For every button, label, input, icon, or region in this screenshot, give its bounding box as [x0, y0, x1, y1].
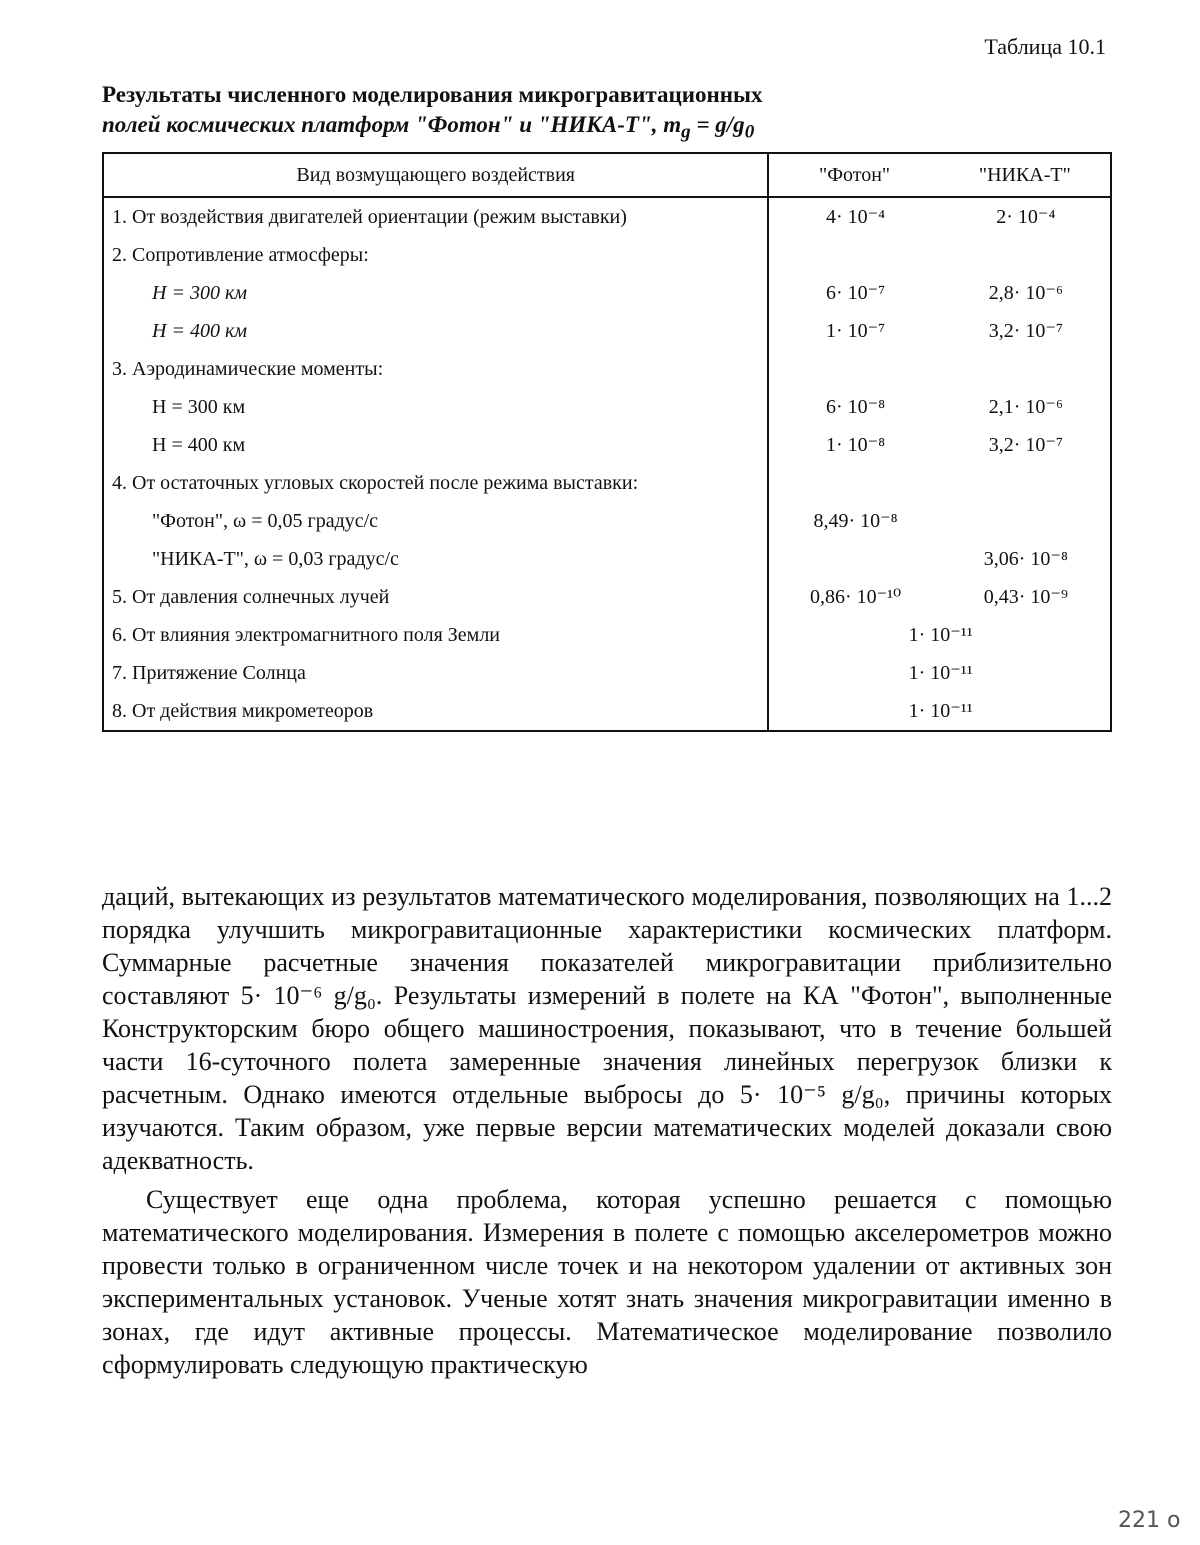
table-row	[103, 502, 1111, 540]
table-row	[103, 616, 1111, 654]
row-label: "НИКА-Т", ω = 0,03 градус/с	[103, 540, 768, 578]
foton-value	[768, 236, 939, 274]
foton-value: 4· 10⁻⁴	[825, 206, 886, 228]
row-label: H = 300 км	[103, 274, 768, 312]
table-row	[103, 426, 1111, 464]
nika-value	[940, 464, 1111, 502]
foton-value	[768, 350, 939, 388]
foton-value: 8,49· 10⁻⁸	[813, 510, 898, 532]
shared-value: 1· 10⁻¹¹	[908, 662, 973, 684]
nika-value: 0,43· 10⁻⁹	[983, 586, 1068, 608]
shared-value: 1· 10⁻¹¹	[908, 624, 973, 646]
foton-value: 0,86· 10⁻¹⁰	[809, 586, 902, 608]
row-label: "Фотон", ω = 0,05 градус/с	[103, 502, 768, 540]
header-foton: "Фотон"	[768, 153, 939, 197]
foton-value	[768, 464, 939, 502]
nika-value: 3,06· 10⁻⁸	[983, 548, 1068, 570]
paragraph-1: даций, вытекающих из результатов математического моделирования, позволяющих на 1...2 порядка улучшить микрогравитационные характеристики космических платформ. Суммарные расчетные значения показателей микрогравитации приблизительно составляют 5· 10⁻⁶ g/g₀. Результаты измерений в полете на КА "Фотон", выполненные Конструкторским бюро общего машиностроения, показывают, что в течение большей части 16-суточного полета замеренные значения линейных перегрузок близки к расчетным. Однако имеются отдельные выбросы до 5· 10⁻⁵ g/g₀, причины которых изучаются. Таким образом, уже первые версии математических моделей доказали свою адекватность.	[102, 882, 1112, 1175]
foton-value: 1· 10⁻⁸	[825, 434, 886, 456]
table-row	[103, 312, 1111, 350]
header-effect-type: Вид возмущающего воздействия	[103, 153, 768, 197]
row-label: 8. От действия микрометеоров	[103, 692, 768, 731]
row-label: 5. От давления солнечных лучей	[103, 578, 768, 616]
row-label: 1. От воздействия двигателей ориентации (режим выставки)	[103, 197, 768, 236]
foton-value: 1· 10⁻⁷	[825, 320, 886, 342]
table-label: Таблица 10.1	[984, 34, 1106, 59]
row-label: H = 300 км	[103, 388, 768, 426]
nika-value: 2,8· 10⁻⁶	[988, 282, 1063, 304]
foton-value	[768, 540, 939, 578]
table-header-row	[103, 153, 1111, 197]
row-label: 7. Притяжение Солнца	[103, 654, 768, 692]
table-row	[103, 197, 1111, 236]
table-caption	[102, 80, 1082, 148]
nika-value	[940, 502, 1111, 540]
nika-value: 3,2· 10⁻⁷	[988, 434, 1063, 456]
foton-value: 6· 10⁻⁸	[825, 396, 886, 418]
row-label: H = 400 км	[103, 312, 768, 350]
foton-value: 6· 10⁻⁷	[825, 282, 886, 304]
row-label: 4. От остаточных угловых скоростей после режима выставки:	[103, 464, 768, 502]
row-label: 6. От влияния электромагнитного поля Земли	[103, 616, 768, 654]
page-number: 221 o	[1118, 1508, 1181, 1533]
table-row	[103, 350, 1111, 388]
table-row	[103, 540, 1111, 578]
table-row	[103, 388, 1111, 426]
table-row	[103, 692, 1111, 731]
nika-value: 3,2· 10⁻⁷	[988, 320, 1063, 342]
results-table	[102, 152, 1112, 732]
nika-value: 2,1· 10⁻⁶	[988, 396, 1063, 418]
table-row	[103, 236, 1111, 274]
nika-value	[940, 236, 1111, 274]
table-row	[103, 274, 1111, 312]
table-row	[103, 464, 1111, 502]
caption-line-1: Результаты численного моделирования микрогравитационных	[102, 82, 763, 107]
caption-line-2: полей космических платформ "Фотон" и "НИКА-Т", $m_g = g/g_0$	[102, 112, 755, 143]
nika-value	[940, 350, 1111, 388]
body-text	[102, 880, 1112, 1381]
paragraph-2: Существует еще одна проблема, которая успешно решается с помощью математического моделирования. Измерения в полете с помощью акселерометров можно провести только в ограниченном числе точек и на некотором удалении от активных зон экспериментальных установок. Ученые хотят знать значения микрогравитации именно в зонах, где идут активные процессы. Математическое моделирование позволило сформулировать следующую практическую	[102, 1185, 1112, 1379]
row-label: 3. Аэродинамические моменты:	[103, 350, 768, 388]
nika-value: 2· 10⁻⁴	[996, 206, 1056, 228]
row-label: 2. Сопротивление атмосферы:	[103, 236, 768, 274]
shared-value: 1· 10⁻¹¹	[908, 700, 973, 722]
table-row	[103, 578, 1111, 616]
row-label: H = 400 км	[103, 426, 768, 464]
header-nika: "НИКА-Т"	[940, 153, 1111, 197]
table-row	[103, 654, 1111, 692]
